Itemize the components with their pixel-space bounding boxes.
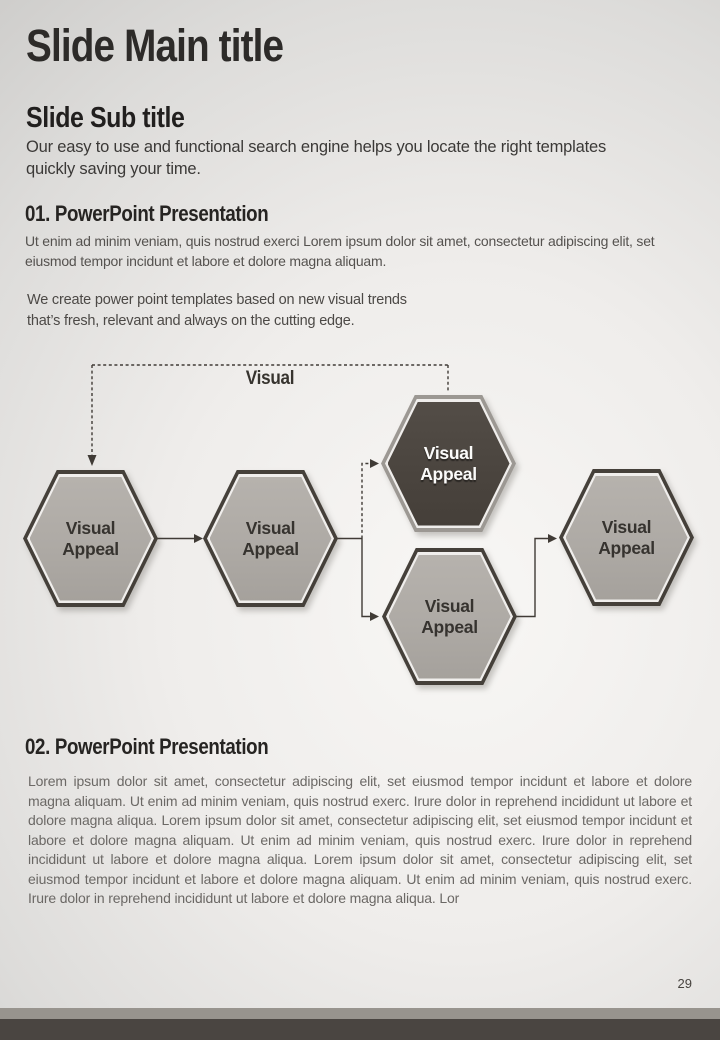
footer-light-bar [0,1008,720,1019]
hexagon-label: Visual Appeal [420,443,477,484]
dashed-branch-up [362,464,370,539]
arrowhead-right-icon [548,534,557,543]
page-number: 29 [677,976,692,991]
footer-dark-bar [0,1019,720,1040]
page-title: Slide Main title [26,20,284,71]
diagram-node-hex-2 [203,470,338,607]
section-01-heading: 01. PowerPoint Presentation [25,201,269,226]
arrowhead-right-icon [194,534,203,543]
arrowhead-down-icon [88,455,97,466]
connector-label: Visual [245,368,295,389]
solid-branch-down [362,539,370,617]
intro-text: Our easy to use and functional search engine helps you locate the right templates quickly saving your time. [26,138,606,178]
arrowhead-right-icon [370,459,379,468]
diagram-node-hex-5 [559,469,694,606]
hexagon-label: Visual Appeal [598,517,655,558]
diagram-node-hex-4 [382,548,517,685]
section-02-paragraph: Lorem ipsum dolor sit amet, consectetur adipiscing elit, set eiusmod tempor incidunt et labore et dolore magna aliquam. Ut enim ad minim veniam, quis nostrud exerc. Irure dolor in reprehend incididunt ut labore et dolore magna aliqua. Lorem ipsum dolor sit amet, consectetur adipiscing elit, set eiusmod tempor incidunt et labore et dolore magna aliquam. Ut enim ad minim veniam, quis nostrud exerc. Irure dolor in reprehend incididunt ut labore et dolore magna aliqua. Lorem ipsum dolor sit amet, consectetur adipiscing elit, set eiusmod tempor incidunt et labore et dolore magna aliquam. Ut enim ad minim veniam, quis nostrud exerc. Irure dolor in reprehend incididunt ut labore et dolore magna aliqua. Lor [28,773,692,906]
section-02-heading: 02. PowerPoint Presentation [25,734,269,759]
hexagon-label: Visual Appeal [242,518,299,559]
section-01-tagline: We create power point templates based on new visual trends that’s fresh, relevant and always on the cutting edge. [27,292,407,329]
hexagon-label: Visual Appeal [421,596,478,637]
arrowhead-right-icon [370,612,379,621]
diagram-node-hex-3 [381,395,516,532]
connector-4-5 [516,539,548,617]
diagram-node-hex-1 [23,470,158,607]
page-subtitle: Slide Sub title [26,102,185,134]
hexagon-label: Visual Appeal [62,518,119,559]
section-01-paragraph: Ut enim ad minim veniam, quis nostrud exerci Lorem ipsum dolor sit amet, consectetur adipiscing elit, set eiusmod tempor incidunt et labore et dolore magna aliquam. [25,233,655,269]
